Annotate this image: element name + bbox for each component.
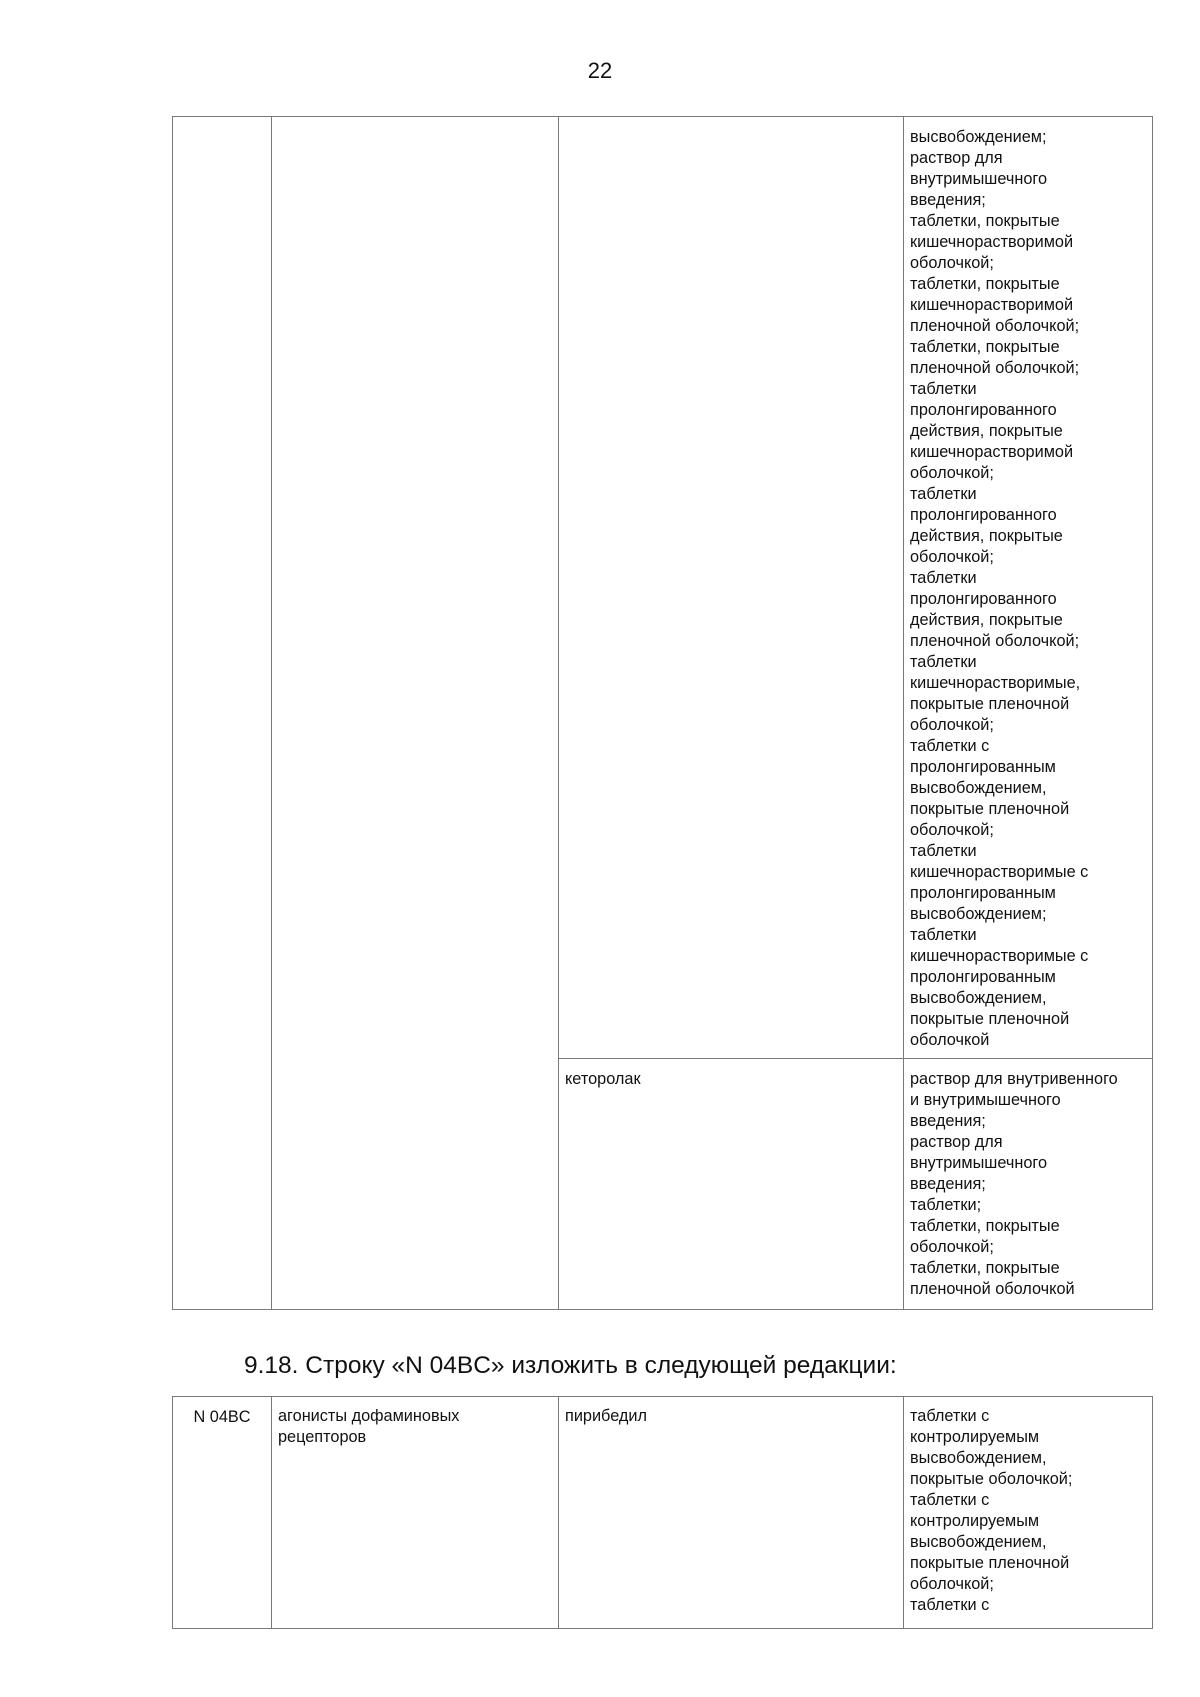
text-line: раствор для: [910, 149, 1003, 167]
text-line: пролонгированного: [910, 590, 1057, 608]
text-line: покрытые оболочкой;: [910, 1470, 1073, 1488]
text-line: пленочной оболочкой;: [910, 317, 1080, 335]
text-line: кишечнорастворимые с: [910, 947, 1089, 965]
text-line: таблетки, покрытые: [910, 338, 1060, 356]
text-line: оболочкой;: [910, 821, 994, 839]
text-line: пролонгированного: [910, 506, 1057, 524]
text-line: таблетки, покрытые: [910, 212, 1060, 230]
text-line: действия, покрытые: [910, 422, 1063, 440]
text-line: действия, покрытые: [910, 611, 1063, 629]
text-line: высвобождением;: [910, 905, 1047, 923]
text-line: таблетки: [910, 926, 977, 944]
text-line: таблетки: [910, 842, 977, 860]
text-line: и внутримышечного: [910, 1091, 1061, 1109]
drug-table-continuation: [172, 116, 1153, 1310]
text-line: высвобождением,: [910, 779, 1047, 797]
text-line: пленочной оболочкой: [910, 1280, 1075, 1298]
text-line: таблетки, покрытые: [910, 1259, 1060, 1277]
text-line: высвобождением,: [910, 1449, 1047, 1467]
text-line: покрытые пленочной: [910, 800, 1070, 818]
text-line: пролонгированного: [910, 401, 1057, 419]
atc-code-cell: N 04BC: [173, 1397, 272, 1629]
text-line: кишечнорастворимые с: [910, 863, 1089, 881]
text-line: рецепторов: [278, 1428, 367, 1446]
group-name-lines: [278, 1406, 552, 1448]
drug-name-cell: [559, 117, 904, 1059]
text-line: контролируемым: [910, 1428, 1040, 1446]
section-heading: 9.18. Строку «N 04BC» изложить в следующей редакции:: [244, 1352, 897, 1379]
dosage-forms-cell: [904, 1397, 1153, 1629]
text-line: таблетки: [910, 653, 977, 671]
text-line: таблетки, покрытые: [910, 275, 1060, 293]
text-line: таблетки с: [910, 1491, 990, 1509]
text-line: таблетки, покрытые: [910, 1217, 1060, 1235]
text-line: кишечнорастворимые,: [910, 674, 1081, 692]
text-line: таблетки: [910, 380, 977, 398]
atc-code-cell: [173, 117, 272, 1310]
text-line: введения;: [910, 1112, 986, 1130]
text-line: введения;: [910, 191, 986, 209]
group-name-cell: [272, 117, 559, 1310]
text-line: высвобождением,: [910, 1533, 1047, 1551]
text-line: внутримышечного: [910, 170, 1048, 188]
text-line: введения;: [910, 1175, 986, 1193]
text-line: действия, покрытые: [910, 527, 1063, 545]
text-line: оболочкой;: [910, 716, 994, 734]
drug-table-new-row: [172, 1396, 1153, 1629]
dosage-forms-cell: [904, 117, 1153, 1059]
text-line: пролонгированным: [910, 968, 1056, 986]
text-line: покрытые пленочной: [910, 695, 1070, 713]
text-line: кишечнорастворимой: [910, 296, 1074, 314]
text-line: оболочкой;: [910, 254, 994, 272]
text-line: таблетки: [910, 485, 977, 503]
text-line: покрытые пленочной: [910, 1554, 1070, 1572]
text-line: контролируемым: [910, 1512, 1040, 1530]
text-line: кишечнорастворимой: [910, 233, 1074, 251]
text-line: внутримышечного: [910, 1154, 1048, 1172]
text-line: таблетки: [910, 569, 977, 587]
text-line: пленочной оболочкой;: [910, 632, 1080, 650]
text-line: высвобождением;: [910, 128, 1047, 146]
text-line: таблетки с: [910, 1407, 990, 1425]
text-line: раствор для внутривенного: [910, 1070, 1118, 1088]
text-line: оболочкой;: [910, 464, 994, 482]
drug-name-cell: кеторолак: [559, 1059, 904, 1310]
text-line: оболочкой;: [910, 548, 994, 566]
text-line: пролонгированным: [910, 758, 1056, 776]
text-line: оболочкой;: [910, 1575, 994, 1593]
page-number: 22: [587, 58, 613, 83]
dosage-forms-list: [910, 1069, 1146, 1300]
text-line: оболочкой;: [910, 1238, 994, 1256]
text-line: таблетки с: [910, 1596, 990, 1614]
text-line: пролонгированным: [910, 884, 1056, 902]
text-line: агонисты дофаминовых: [278, 1407, 460, 1425]
text-line: пленочной оболочкой;: [910, 359, 1080, 377]
text-line: высвобождением,: [910, 989, 1047, 1007]
dosage-forms-cell: [904, 1059, 1153, 1310]
text-line: таблетки;: [910, 1196, 982, 1214]
dosage-forms-list: [910, 1406, 1146, 1616]
group-name-cell: [272, 1397, 559, 1629]
drug-name-cell: пирибедил: [559, 1397, 904, 1629]
dosage-forms-list: [910, 127, 1146, 1051]
text-line: оболочкой: [910, 1031, 990, 1049]
text-line: кишечнорастворимой: [910, 443, 1074, 461]
table-row: [173, 1397, 1153, 1629]
text-line: раствор для: [910, 1133, 1003, 1151]
text-line: покрытые пленочной: [910, 1010, 1070, 1028]
text-line: таблетки с: [910, 737, 990, 755]
table-row: [173, 117, 1153, 1059]
